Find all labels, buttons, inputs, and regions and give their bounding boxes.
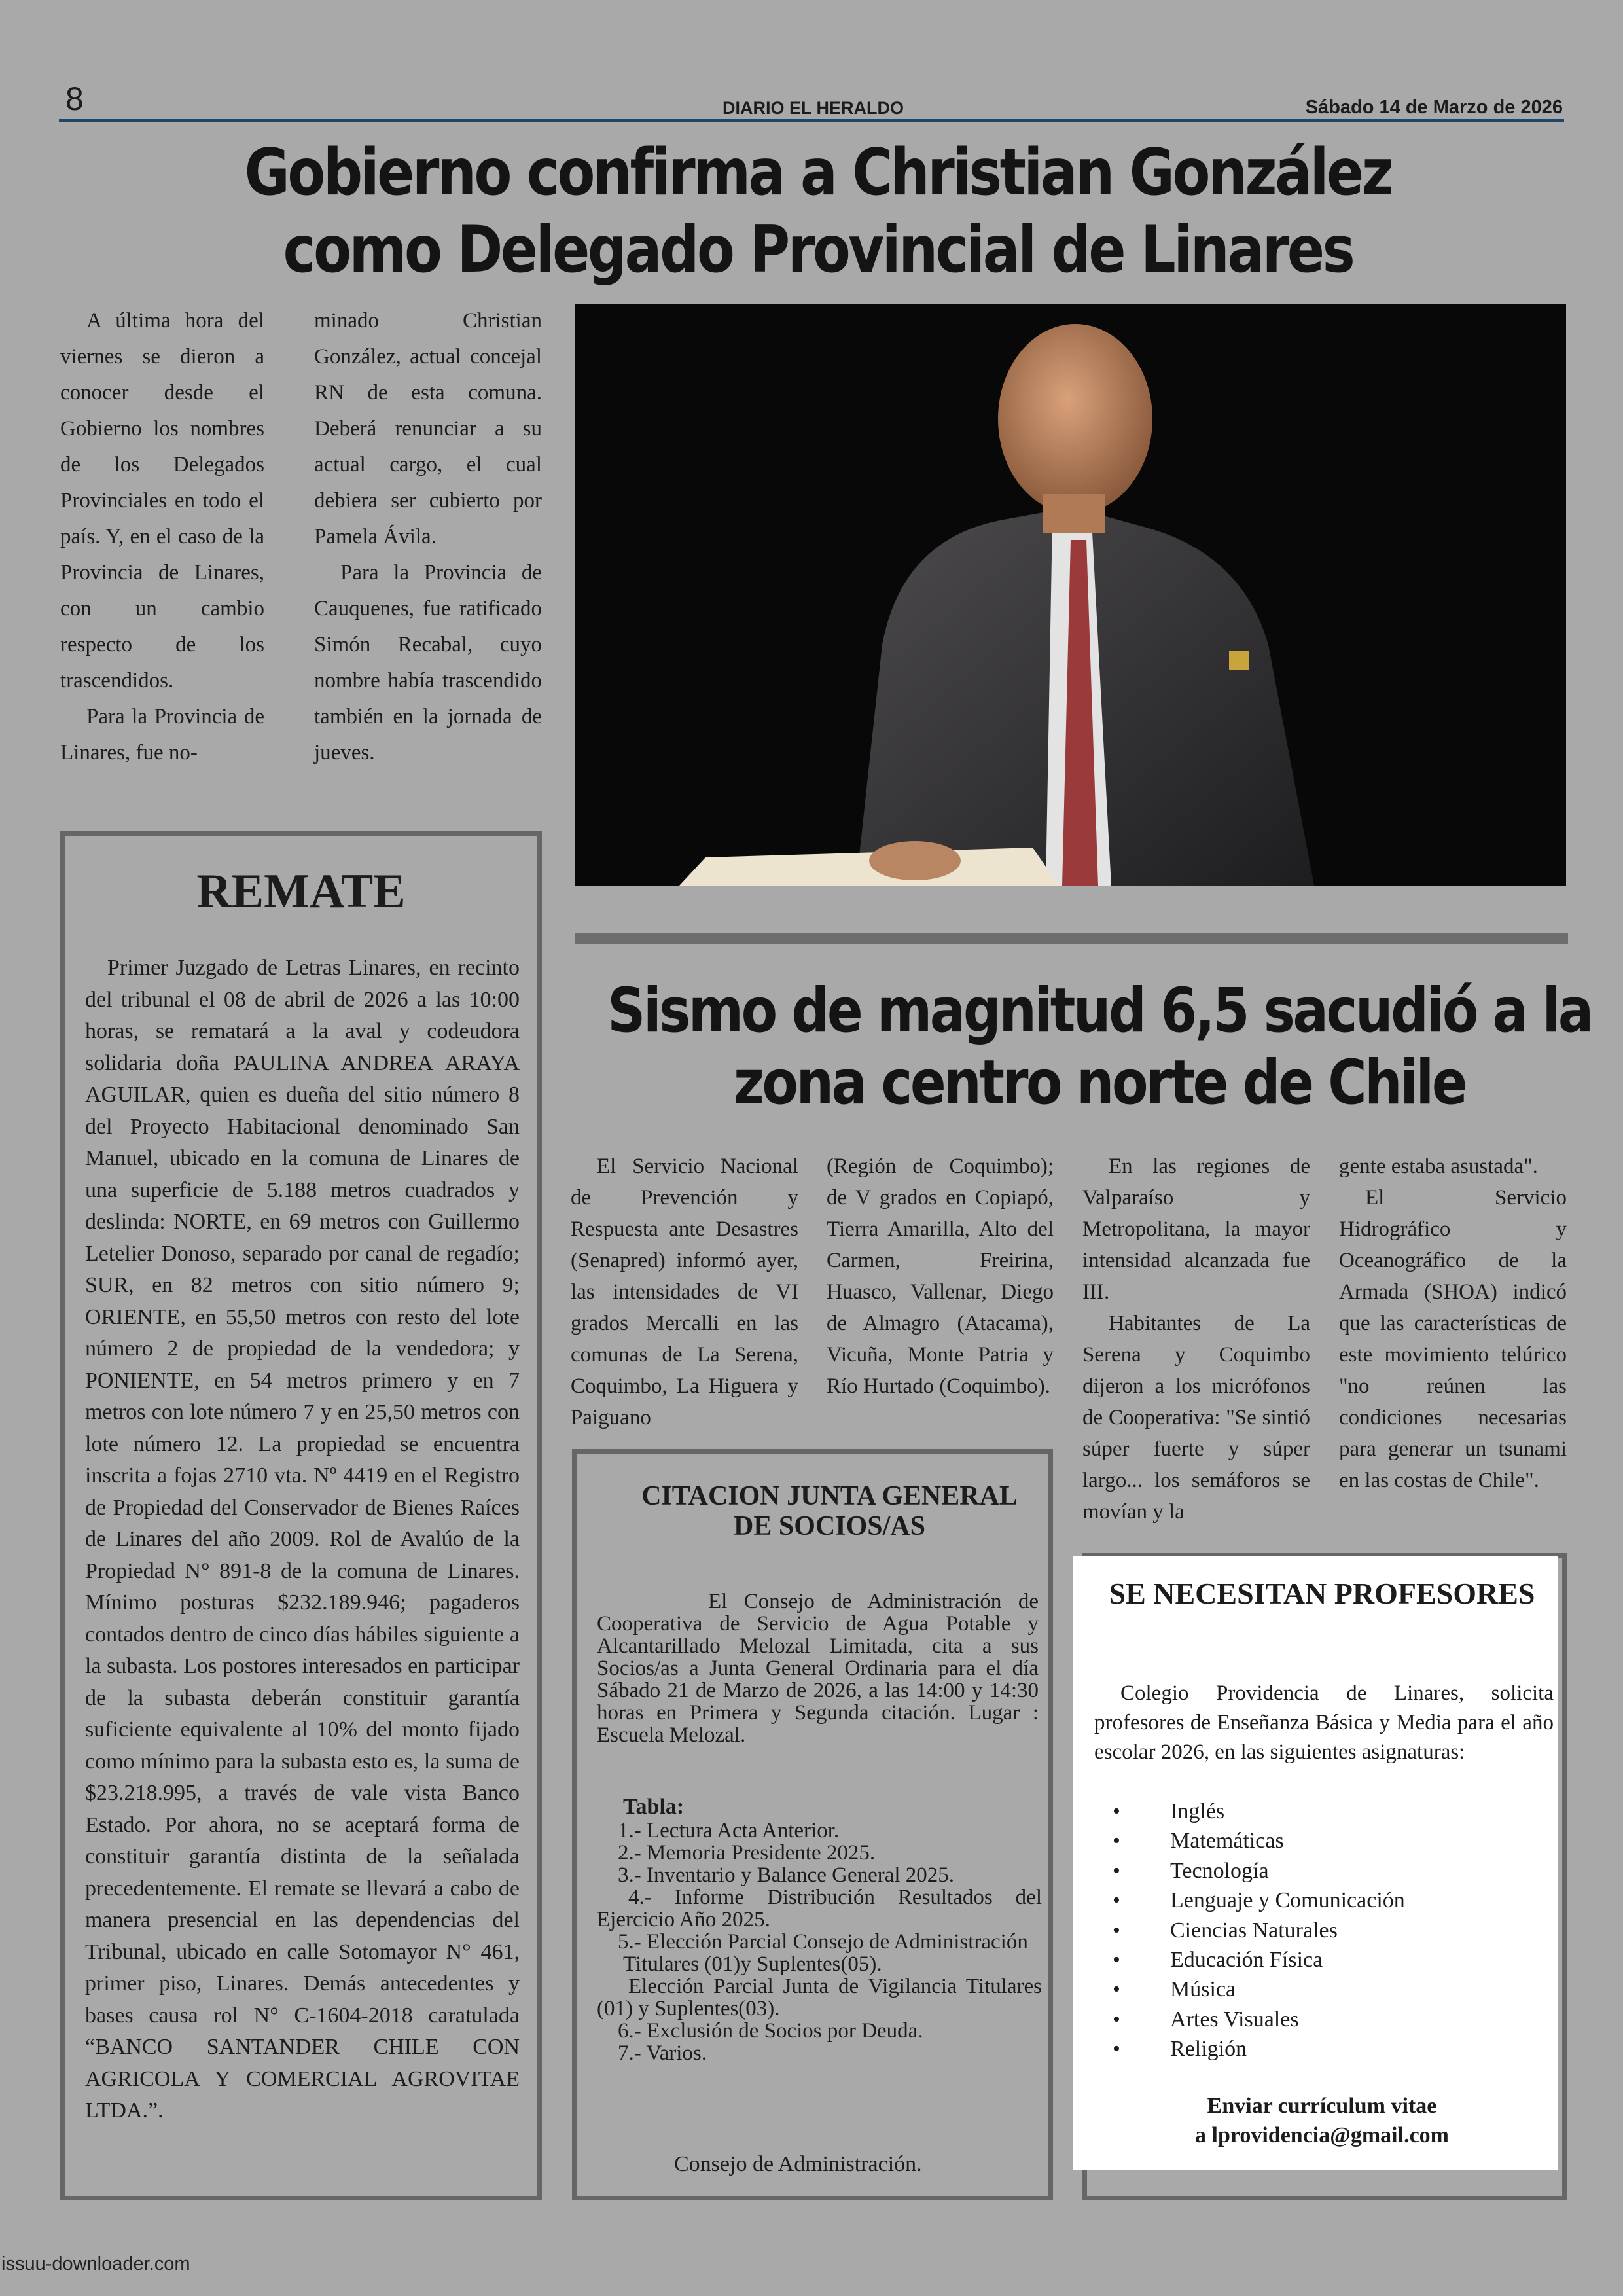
subjects-list (1113, 1797, 1405, 2064)
tabla-item: 6.- Exclusión de Socios por Deuda. (618, 2019, 923, 2043)
delegate-photo (575, 304, 1566, 886)
citacion-title: CITACION JUNTA GENERAL DE SOCIOS/AS (641, 1481, 1018, 1541)
tabla-item: 1.- Lectura Acta Anterior. (618, 1819, 840, 1842)
remate-title: REMATE (196, 865, 406, 918)
sismo-column-3: En las regiones de Valparaíso y Metropolitana, la mayor intensidad alcanzada fue III. Habitantes de La Serena y Coquimbo dijeron a los micrófonos de Cooperativa: "Se sintió súper fuerte y súper largo... los semáforos se movían y la (1082, 1155, 1310, 1524)
portrait-illustration (575, 304, 1566, 886)
subject-item: • Tecnología (1113, 1856, 1405, 1886)
sismo-column-1: El Servicio Nacional de Prevención y Respuesta ante Desastres (Senapred) informó ayer, las intensidades de VI grados Mercalli en las comunas de La Serena, Coquimbo, La Higuera y Paiguano (571, 1155, 798, 1429)
subject-item: • Música (1113, 1975, 1405, 2004)
page-number: 8 (65, 81, 84, 117)
tabla-label: Tabla: (623, 1795, 685, 1819)
article-paragraph: minado Christian González, actual concejal RN de esta comuna. Deberá renunciar a su actual cargo, el cual debiera ser cubierto por Pamela Ávila. (314, 309, 542, 548)
tabla-item: Elección Parcial Junta de Vigilancia Titulares (01) y Suplentes(03). (597, 1975, 1042, 2020)
remate-body (85, 952, 520, 2127)
bullet-icon: • (1113, 2037, 1120, 2062)
tabla-item: 7.- Varios. (618, 2041, 707, 2065)
subject-item: • Artes Visuales (1113, 2005, 1405, 2034)
article-column-2 (314, 303, 542, 771)
article-paragraph: Para la Provincia de Linares, fue no- (60, 705, 264, 764)
sismo-column-2: (Región de Coquimbo); de V grados en Copiapó, Tierra Amarilla, Alto del Carmen, Freirina, Huasco, Vallenar, Diego de Almagro (Atacama), Vicuña, Monte Patria y Río Hurtado (Coquimbo). (827, 1155, 1054, 1398)
tabla-item: 5.- Elección Parcial Consejo de Administración Titulares (01)y Suplentes(05). (618, 1930, 1028, 1976)
subject-item: • Lenguaje y Comunicación (1113, 1886, 1405, 1915)
profesores-contact: Enviar currículum vitae a lprovidencia@gmail.com (1080, 2091, 1564, 2150)
bullet-icon: • (1113, 1799, 1120, 1823)
newspaper-name: DIARIO EL HERALDO (722, 98, 904, 118)
sismo-headline: Sismo de magnitud 6,5 sacudió a la zona centro norte de Chile (607, 975, 1592, 1119)
profesores-intro: Colegio Providencia de Linares, solicita profesores de Enseñanza Básica y Media para el año escolar 2026, en las siguientes asignaturas: (1094, 1681, 1554, 1764)
article-paragraph: A última hora del viernes se dieron a conocer desde el Gobierno los nombres de los Delegados Provinciales en todo el país. Y, en el caso de la Provincia de Linares, con un cambio respecto de los trascendidos. (60, 309, 264, 692)
bullet-icon: • (1113, 1888, 1120, 1913)
subject-item: • Religión (1113, 2034, 1405, 2064)
section-divider (575, 933, 1568, 944)
article-column-1 (60, 303, 264, 771)
bullet-icon: • (1113, 1918, 1120, 1943)
tabla-item: 3.- Inventario y Balance General 2025. (618, 1863, 955, 1887)
tabla-item: 2.- Memoria Presidente 2025. (618, 1841, 876, 1865)
bullet-icon: • (1113, 2007, 1120, 2032)
subject-item: • Matemáticas (1113, 1826, 1405, 1856)
subject-item: • Educación Física (1113, 1945, 1405, 1975)
watermark: issuu-downloader.com (1, 2253, 190, 2274)
citacion-body: El Consejo de Administración de Cooperativa de Servicio de Agua Potable y Alcantarillado Melozal Limitada, cita a sus Socios/as a Junta General Ordinaria para el día Sábado 21 de Marzo de 2026, a las 14:00 y 14:30 horas en Primera y Segunda citación. Lugar : Escuela Melozal. (597, 1590, 1039, 1747)
subject-item: • Ciencias Naturales (1113, 1916, 1405, 1945)
article-paragraph: Para la Provincia de Cauquenes, fue ratificado Simón Recabal, cuyo nombre había trascendido también en la jornada de jueves. (314, 561, 542, 764)
bullet-icon: • (1113, 1948, 1120, 1973)
article-headline: Gobierno confirma a Christian González como Delegado Provincial de Linares (244, 135, 1392, 287)
contact-email: a lprovidencia@gmail.com (1195, 2123, 1449, 2147)
tabla-item: 4.- Informe Distribución Resultados del Ejercicio Año 2025. (597, 1886, 1042, 1931)
bullet-icon: • (1113, 1977, 1120, 2002)
sismo-column-4: gente estaba asustada". El Servicio Hidrográfico y Oceanográfico de la Armada (SHOA) indicó que las características de este movimiento telúrico "no reúnen las condiciones necesarias para generar un tsunami en las costas de Chile". (1339, 1155, 1567, 1492)
bullet-icon: • (1113, 1829, 1120, 1854)
tabla-list (597, 1820, 1042, 2064)
bullet-icon: • (1113, 1858, 1120, 1883)
subject-item: • Inglés (1113, 1797, 1405, 1826)
remate-paragraph: Primer Juzgado de Letras Linares, en recinto del tribunal el 08 de abril de 2026 a las 10:00 horas, se rematará a la aval y codeudora solidaria doña PAULINA ANDREA ARAYA AGUILAR, quien es dueña del sitio número 8 del Proyecto Habitacional denominado San Manuel, ubicado en la comuna de Linares de una superficie de 5.188 metros cuadrados y deslinda: NORTE, en 69 metros con Guillermo Letelier Donoso, separado por canal de regadío; SUR, en 82 metros con sitio número 9; ORIENTE, en 55,50 metros con resto del lote número 2 de propiedad de la vendedora; y PONIENTE, en 54 metros primero y en 7 metros con lote número 7 y en 25,50 metros con lote número 12. La propiedad se encuentra inscrita a fojas 2710 vta. Nº 4419 en el Registro de Propiedad del Conservador de Bienes Raíces de Linares del año 2009. Rol de Avalúo de la Propiedad N° 891-8 de la comuna de Linares. Mínimo posturas $232.189.946; pagaderos contados dentro de cinco días hábiles siguiente a la subasta. Los postores interesados en participar de la subasta deberán constituir garantía suficiente equivalente al 10% del monto fijado como mínimo para la subasta esto es, la suma de $23.218.995, a través de vale vista Banco Estado. Por ahora, no se aceptará forma de constituir garantía distinta de la señalada precedentemente. El remate se llevará a cabo de manera presencial en las dependencias del Tribunal, ubicado en calle Sotomayor N° 461, primer piso, Linares. Demás antecedentes y bases causa rol N° C-1604-2018 caratulada “BANCO SANTANDER CHILE CON AGRICOLA Y COMERCIAL AGROVITAE LTDA.”. (85, 956, 520, 2123)
issue-date: Sábado 14 de Marzo de 2026 (1305, 97, 1563, 118)
profesores-title: SE NECESITAN PROFESORES (1109, 1577, 1535, 1610)
header-rule (59, 119, 1564, 122)
citacion-signature: Consejo de Administración. (674, 2152, 922, 2176)
